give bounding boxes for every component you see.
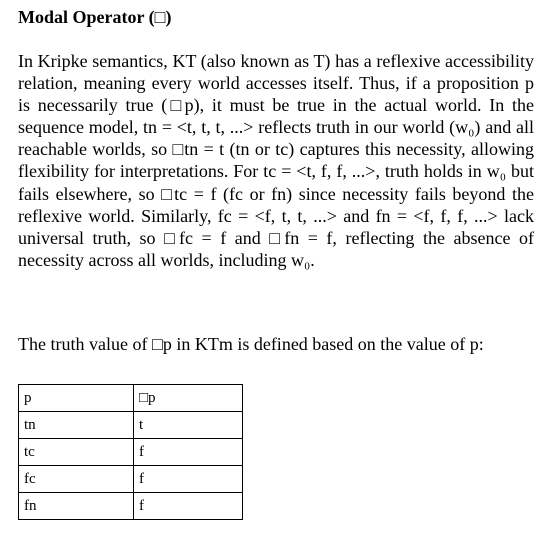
table-row bbox=[19, 466, 243, 493]
table-cell-p: tc bbox=[19, 439, 134, 466]
header-cell-p: p bbox=[19, 385, 134, 412]
section-heading: Modal Operator (□) bbox=[18, 7, 172, 27]
table-cell-p: fn bbox=[19, 493, 134, 520]
truth-value-intro: The truth value of □p in KTm is defined based on the value of p: bbox=[18, 334, 484, 354]
table-cell-box-p: f bbox=[134, 493, 243, 520]
truth-table bbox=[18, 384, 243, 520]
table-cell-box-p: f bbox=[134, 439, 243, 466]
table-cell-box-p: f bbox=[134, 466, 243, 493]
table-cell-box-p: t bbox=[134, 412, 243, 439]
table-row bbox=[19, 493, 243, 520]
table-header-row bbox=[19, 385, 243, 412]
table-row bbox=[19, 412, 243, 439]
table-cell-p: tn bbox=[19, 412, 134, 439]
body-paragraph: In Kripke semantics, KT (also known as T) has a reflexive accessibility relation, meaning every world accesses itself. Thus, if a proposition p is necessarily true (□p), it must be true in the actual world. In the sequence model, tn = <t, t, t, ...> reflects truth in our world (w₀) and all reachable worlds, so □tn = t (tn or tc) captures this necessity, allowing flexibility for interpretations. For tc = <t, f, f, ...>, truth holds in w₀ but fails elsewhere, so □tc = f (fc or fn) since necessity fails beyond the reflexive world. Similarly, fc = <f, t, t, ...> and fn = <f, f, f, ...> lack universal truth, so □fc = f and □fn = f, reflecting the absence of necessity across all worlds, including w₀. bbox=[18, 51, 534, 270]
table-row bbox=[19, 439, 243, 466]
table-cell-p: fc bbox=[19, 466, 134, 493]
header-cell-box-p: □p bbox=[134, 385, 243, 412]
